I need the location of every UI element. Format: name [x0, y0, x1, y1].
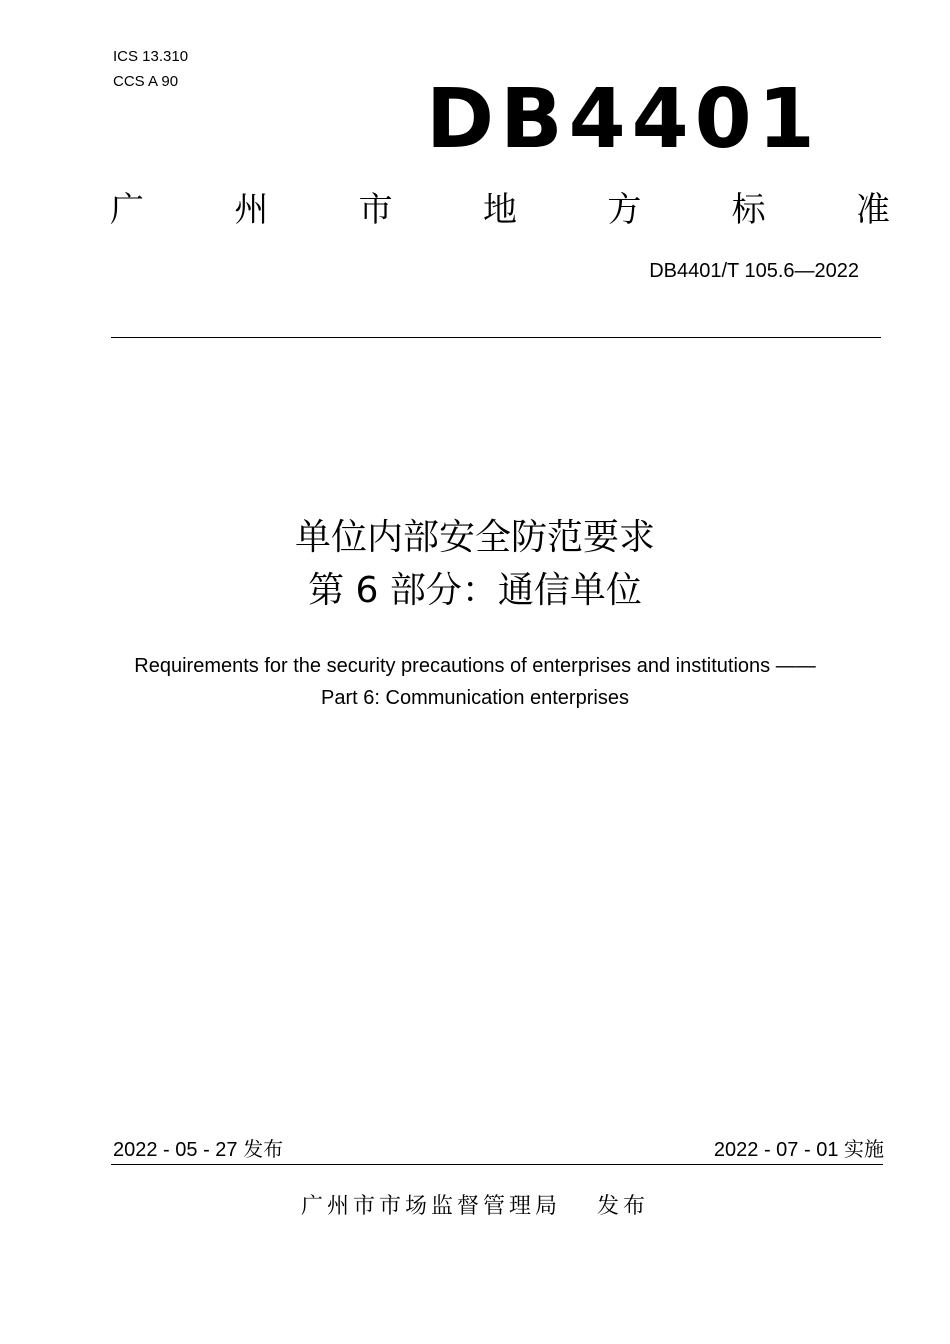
title-english-line-2: Part 6: Communication enterprises — [321, 687, 629, 709]
ics-code: ICS 13.310 — [113, 48, 189, 65]
standard-type-char: 准 — [855, 190, 890, 230]
ccs-code: CCS A 90 — [113, 73, 179, 90]
standard-type-heading — [110, 188, 890, 232]
footer-divider — [111, 1164, 883, 1165]
publisher-line — [0, 1192, 950, 1222]
standard-type-char: 广 — [110, 190, 144, 230]
standard-code-logo: DB4401 — [426, 72, 821, 167]
standard-type-char: 市 — [358, 190, 393, 230]
header-divider — [111, 337, 881, 338]
issue-date: 2022 - 05 - 27 发布 — [113, 1139, 284, 1161]
publisher-action: 发布 — [597, 1194, 650, 1219]
implementation-date: 2022 - 07 - 01 实施 — [713, 1139, 884, 1161]
title-english-line-1: Requirements for the security precautions of enterprises and institutions —— — [134, 655, 816, 677]
standard-type-char: 标 — [731, 190, 766, 230]
standard-type-char: 方 — [607, 190, 642, 230]
title-chinese-line-1: 单位内部安全防范要求 — [294, 517, 655, 558]
standard-type-char: 州 — [234, 190, 269, 230]
publisher-organization: 广州市市场监督管理局 — [300, 1194, 561, 1219]
title-chinese-line-2: 第 6 部分：通信单位 — [308, 570, 642, 611]
standard-number: DB4401/T 105.6—2022 — [649, 260, 859, 282]
standard-type-char: 地 — [482, 190, 517, 230]
